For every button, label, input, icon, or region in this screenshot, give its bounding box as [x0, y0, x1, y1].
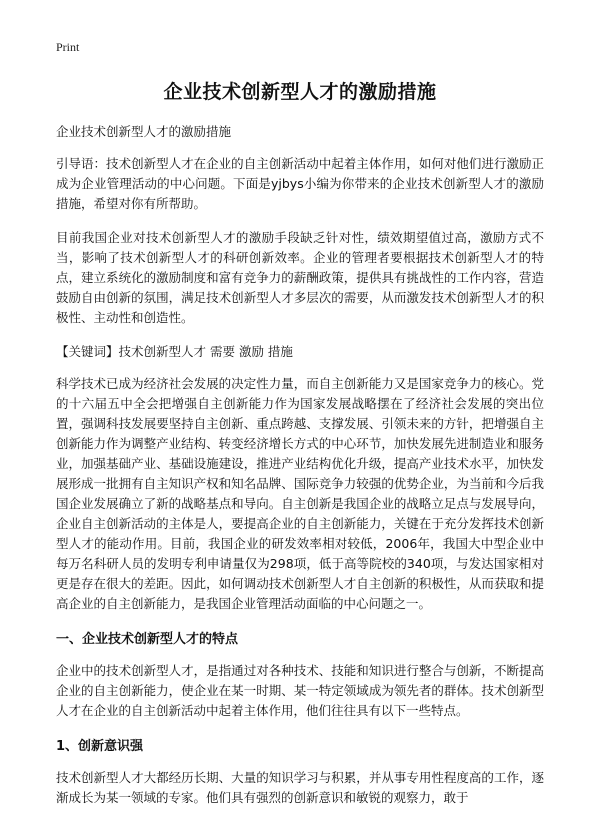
intro-paragraph: 引导语：技术创新型人才在企业的自主创新活动中起着主体作用，如何对他们进行激励正成为企业管理活动的中心问题。下面是yjbys小编为你带来的企业技术创新型人才的激励措施，希望对你有所帮助。	[56, 156, 544, 211]
innovation-awareness-paragraph: 技术创新型人才大都经历长期、大量的知识学习与积累，并从事专用性程度高的工作，逐渐成长为某一领域的专家。他们具有强烈的创新意识和敏锐的观察力，敢于	[56, 770, 544, 805]
article-subtitle: 企业技术创新型人才的激励措施	[56, 124, 232, 139]
characteristics-paragraph: 企业中的技术创新型人才，是指通过对各种技术、技能和知识进行整合与创新，不断提高企业的自主创新能力，使企业在某一时期、某一特定领域成为领先者的群体。技术创新型人才在企业的自主创新活动中起着主体作用，他们往往具有以下一些特点。	[56, 663, 544, 718]
print-link[interactable]: Print	[56, 40, 80, 54]
keywords-line: 【关键词】技术创新型人才 需要 激励 措施	[56, 344, 293, 359]
abstract-paragraph: 目前我国企业对技术创新型人才的激励手段缺乏针对性，绩效期望值过高，激励方式不当，影响了技术创新型人才的科研创新效率。企业的管理者要根据技术创新型人才的特点，建立系统化的激励制度和富有竞争力的薪酬政策，提供具有挑战性的工作内容，营造鼓励自由创新的氛围，满足技术创新型人才多层次的需要，从而激发技术创新型人才的积极性、主动性和创造性。	[56, 230, 544, 325]
subheading-innovation-awareness: 1、创新意识强	[56, 739, 144, 754]
section-heading-characteristics: 一、企业技术创新型人才的特点	[56, 632, 239, 647]
article-title: 企业技术创新型人才的激励措施	[163, 81, 437, 103]
background-paragraph: 科学技术已成为经济社会发展的决定性力量，而自主创新能力又是国家竞争力的核心。党的十六届五中全会把增强自主创新能力作为国家发展战略摆在了经济社会发展的突出位置，强调科技发展要坚持自主创新、重点跨越、支撑发展、引领未来的方针，把增强自主创新能力作为调整产业结构、转变经济增长方式的中心环节，加快发展先进制造业和服务业，加强基础产业、基础设施建设，推进产业结构优化升级，提高产业技术水平，加快发展形成一批拥有自主知识产权和知名品牌、国际竞争力较强的优势企业，为当前和今后我国企业发展确立了新的战略基点和导向。自主创新是我国企业的战略立足点与发展导向，企业自主创新活动的主体是人，要提高企业的自主创新能力，关键在于充分发挥技术创新型人才的能动作用。目前，我国企业的研发效率相对较低，2006年，我国大中型企业中每万名科研人员的发明专利申请量仅为298项，低于高等院校的340项，与发达国家相对更是存在很大的差距。因此，如何调动技术创新型人才自主创新的积极性，从而获取和提高企业的自主创新能力，是我国企业管理活动面临的中心问题之一。	[56, 376, 544, 611]
